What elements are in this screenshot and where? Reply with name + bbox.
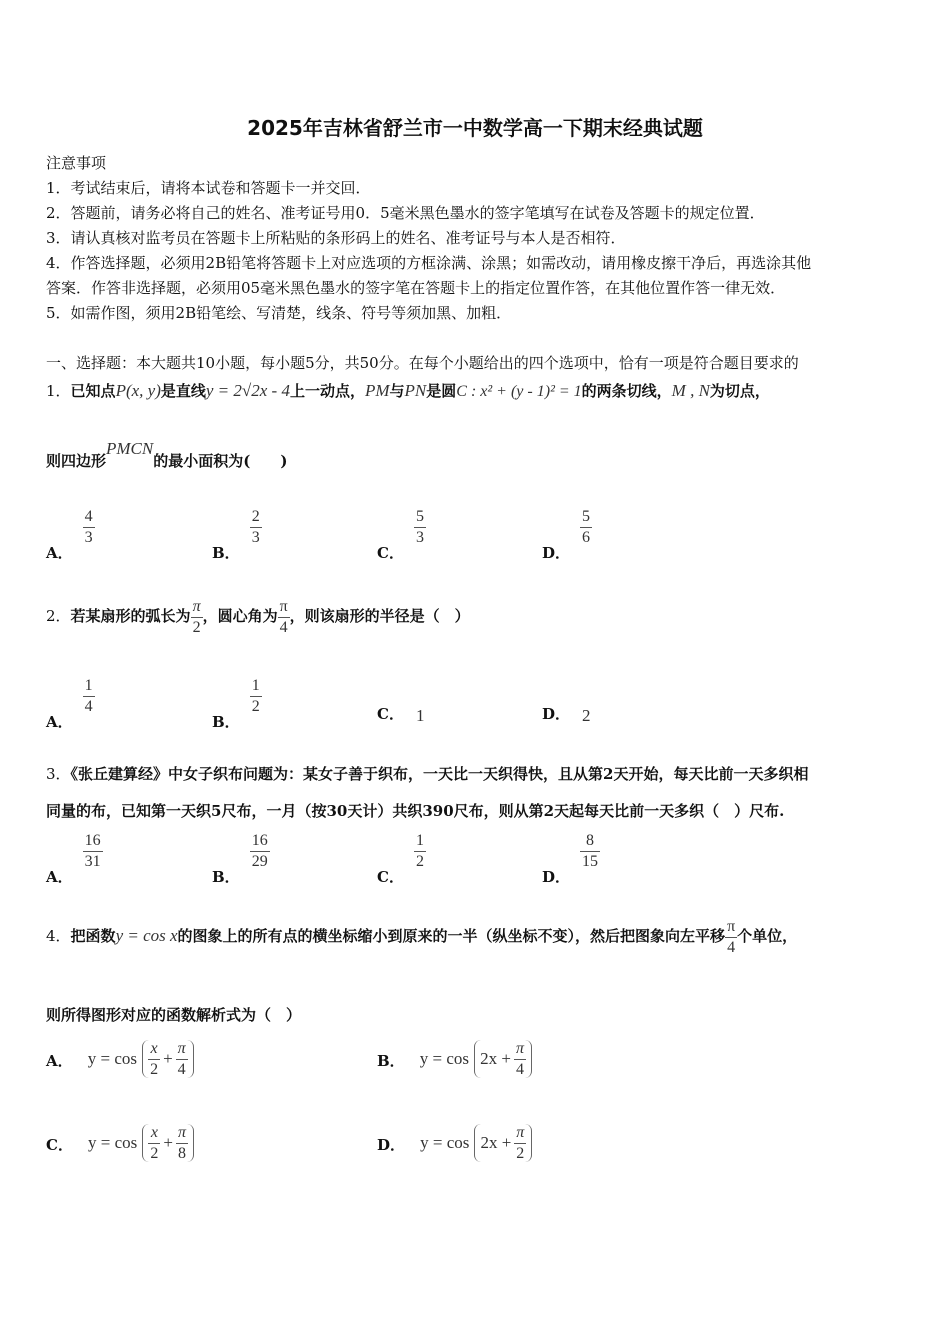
option-label: D． (542, 543, 571, 562)
q1-text: 与 (389, 382, 405, 400)
fraction-bar (83, 851, 103, 852)
q3-option-a[interactable] (46, 832, 103, 886)
note-item: 4．作答选择题，必须用2B铅笔将答题卡上对应选项的方框涂满、涂黑；如需改动，请用橡皮擦干净后，再选涂其他 (46, 254, 812, 272)
fraction-numerator: π (516, 1124, 525, 1141)
fraction-numerator: 1 (415, 832, 424, 849)
question-1-line1 (46, 380, 770, 401)
option-fraction (514, 1040, 526, 1078)
q4-number: 4． (46, 927, 71, 946)
fraction-numerator: π (177, 1124, 186, 1141)
option-label: A． (46, 543, 73, 562)
fraction-bar (580, 527, 592, 528)
q1-text: 的最小面积为( ) (153, 452, 288, 470)
q1-mn: M , N (671, 381, 710, 400)
fraction-bar (191, 617, 203, 618)
option-label: A． (46, 1051, 73, 1070)
fraction-denominator: 4 (279, 618, 288, 636)
fraction-denominator: 8 (177, 1144, 186, 1162)
q4-option-c[interactable] (46, 1124, 194, 1162)
q2-option-c[interactable] (377, 677, 425, 725)
q2-option-d[interactable] (542, 677, 591, 725)
option-fraction (148, 1124, 160, 1162)
q2-option-b[interactable] (212, 677, 262, 731)
q1-option-b[interactable] (212, 508, 262, 562)
q1-number: 1． (46, 382, 71, 400)
option-label: C． (377, 867, 404, 886)
q2-options (46, 677, 906, 731)
option-fraction (250, 677, 262, 715)
q3-options (46, 832, 906, 886)
q3-text: 《张丘建算经》中女子织布问题为：某女子善于织布，一天比一天织得快，且从第2天开始，每天比前一天多织相 (70, 765, 809, 783)
fraction-bar (176, 1059, 188, 1060)
q1-options (46, 508, 906, 562)
fraction-numerator: 4 (84, 508, 93, 525)
q1-text: 为切点， (709, 382, 770, 400)
option-label: B． (212, 543, 240, 562)
note-item: 答案．作答非选择题，必须用05毫米黑色墨水的签字笔在答题卡上的指定位置作答，在其他位置作答一律无效． (46, 279, 786, 297)
fraction-bar (148, 1143, 160, 1144)
q4-shift-fraction (725, 918, 737, 956)
option-operator: + (163, 1048, 173, 1068)
fraction-numerator: π (515, 1040, 524, 1057)
fraction-bar (176, 1143, 188, 1144)
q3-option-b[interactable] (212, 832, 270, 886)
option-fraction (176, 1040, 188, 1078)
option-label: A． (46, 712, 73, 731)
q1-option-c[interactable] (377, 508, 426, 562)
fraction-denominator: 2 (150, 1060, 159, 1078)
fraction-denominator: 4 (515, 1060, 524, 1078)
fraction-denominator: 4 (727, 938, 736, 956)
q4-option-d[interactable] (377, 1124, 532, 1162)
q4-option-a[interactable] (46, 1040, 194, 1078)
fraction-numerator: x (150, 1124, 158, 1141)
q4-option-b[interactable] (377, 1040, 532, 1078)
fraction-numerator: 2 (251, 508, 260, 525)
fraction-numerator: 16 (251, 832, 268, 849)
fraction-denominator: 3 (251, 528, 260, 546)
question-2 (46, 598, 470, 636)
q2-text: ，圆心角为 (202, 607, 278, 626)
fraction-numerator: π (279, 598, 288, 615)
fraction-denominator: 2 (251, 697, 260, 715)
option-fraction (83, 677, 95, 715)
q1-text: 已知点 (70, 382, 116, 400)
option-parenthesis (142, 1040, 194, 1078)
fraction-numerator: x (150, 1040, 158, 1057)
q1-text: 的两条切线， (581, 382, 672, 400)
fraction-bar (278, 617, 290, 618)
option-fraction (250, 832, 270, 870)
option-label: B． (212, 712, 240, 731)
fraction-denominator: 4 (177, 1060, 186, 1078)
fraction-denominator: 29 (251, 852, 268, 870)
fraction-bar (148, 1059, 160, 1060)
q4-text: 的图象上的所有点的横坐标缩小到原来的一半（纵坐标不变），然后把图象向左平移 (177, 927, 726, 946)
q4-function: y = cos x (115, 926, 178, 946)
option-label: C． (377, 543, 404, 562)
note-item: 1．考试结束后，请将本试卷和答题卡一并交回． (46, 179, 371, 197)
fraction-denominator: 15 (582, 852, 599, 870)
question-4-line2: 则所得图形对应的函数解析式为（ ） (46, 1006, 302, 1024)
notes-heading: 注意事项 (46, 154, 107, 172)
q1-line-equation: y = 2√2x - 4 (205, 381, 290, 400)
option-parenthesis (474, 1124, 532, 1162)
fraction-denominator: 2 (415, 852, 424, 870)
fraction-denominator: 31 (84, 852, 101, 870)
option-parenthesis (142, 1124, 194, 1162)
option-fraction (148, 1040, 160, 1078)
fraction-numerator: 5 (582, 508, 591, 525)
fraction-numerator: 8 (586, 832, 595, 849)
option-fraction (83, 508, 95, 546)
option-value: 1 (415, 706, 425, 725)
q1-text: 则四边形 (46, 452, 107, 470)
option-expression: y = cos (420, 1132, 470, 1152)
option-expression: y = cos (419, 1048, 470, 1068)
option-parenthesis (474, 1040, 532, 1078)
option-label: B． (377, 1051, 405, 1070)
q1-option-a[interactable] (46, 508, 95, 562)
fraction-numerator: 1 (251, 677, 260, 694)
fraction-denominator: 2 (192, 618, 201, 636)
fraction-denominator: 3 (415, 528, 424, 546)
section-heading: 一、选择题：本大题共10小题，每小题5分，共50分。在每个小题给出的四个选项中，恰有一项是符合题目要求的 (46, 354, 799, 372)
fraction-denominator: 2 (150, 1144, 159, 1162)
option-inner-expression: 2x + (480, 1048, 511, 1068)
option-inner-expression: 2x + (480, 1132, 512, 1152)
fraction-bar (250, 696, 262, 697)
q1-point: P(x, y) (115, 381, 161, 400)
q2-angle-fraction (278, 598, 290, 636)
option-expression: y = cos (88, 1132, 138, 1152)
q2-arc-fraction (191, 598, 203, 636)
page-title: 2025年吉林省舒兰市一中数学高一下期末经典试题 (247, 116, 703, 140)
fraction-bar (414, 851, 426, 852)
q2-text: 若某扇形的弧长为 (70, 607, 191, 626)
fraction-denominator: 3 (84, 528, 93, 546)
option-label: D． (377, 1135, 406, 1154)
fraction-numerator: π (192, 598, 201, 615)
fraction-bar (580, 851, 600, 852)
fraction-bar (83, 696, 95, 697)
option-expression: y = cos (87, 1048, 137, 1068)
q4-text: 把函数 (70, 927, 116, 946)
fraction-bar (250, 851, 270, 852)
fraction-numerator: π (177, 1040, 186, 1057)
q2-text: ，则该扇形的半径是（ ） (289, 607, 470, 626)
q4-text: 个单位， (737, 927, 798, 946)
option-label: B． (212, 867, 240, 886)
option-operator: + (163, 1132, 173, 1152)
q3-option-d[interactable] (542, 832, 600, 886)
option-fraction (176, 1124, 188, 1162)
fraction-denominator: 4 (84, 697, 93, 715)
q1-option-d[interactable] (542, 508, 592, 562)
note-item: 5．如需作图，须用2B铅笔绘、写清楚，线条、符号等须加黑、加粗． (46, 304, 512, 322)
q3-option-c[interactable] (377, 832, 426, 886)
q3-number: 3． (46, 765, 71, 783)
option-value: 2 (582, 706, 591, 725)
q1-text: 是直线 (160, 382, 206, 400)
fraction-bar (514, 1143, 526, 1144)
q2-number: 2． (46, 607, 71, 626)
note-item: 2．答题前，请务必将自己的姓名、准考证号用0．5毫米黑色墨水的签字笔填写在试卷及答题卡的规定位置． (46, 204, 765, 222)
option-fraction (414, 832, 426, 870)
fraction-bar (250, 527, 262, 528)
fraction-numerator: 1 (84, 677, 93, 694)
fraction-numerator: π (727, 918, 736, 935)
option-fraction (580, 508, 592, 546)
option-label: C． (377, 705, 404, 723)
option-label: A． (46, 867, 73, 886)
option-fraction (514, 1124, 526, 1162)
fraction-numerator: 16 (84, 832, 101, 849)
option-fraction (414, 508, 426, 546)
option-label: D． (542, 705, 571, 723)
fraction-bar (83, 527, 95, 528)
note-item: 3．请认真核对监考员在答题卡上所粘贴的条形码上的姓名、准考证号与本人是否相符． (46, 229, 626, 247)
fraction-bar (514, 1059, 526, 1060)
fraction-bar (725, 937, 737, 938)
question-1-line2 (46, 439, 288, 471)
option-fraction (580, 832, 600, 870)
option-label: D． (542, 867, 571, 886)
option-fraction (250, 508, 262, 546)
fraction-bar (414, 527, 426, 528)
question-3-line1 (46, 763, 809, 784)
q2-option-a[interactable] (46, 677, 95, 731)
option-fraction (83, 832, 103, 870)
q1-circle-equation: C : x² + (y - 1)² = 1 (456, 383, 582, 400)
fraction-numerator: 5 (415, 508, 424, 525)
question-3-line2: 同量的布，已知第一天织5尺布，一月（按30天计）共织390尺布，则从第2天起每天比前一天多织（ ）尺布. (46, 802, 785, 820)
option-label: C． (46, 1135, 73, 1154)
q1-text: 上一动点， (289, 382, 365, 400)
fraction-denominator: 2 (516, 1144, 525, 1162)
q1-text: 是圆 (426, 382, 457, 400)
question-4-line1 (46, 918, 797, 956)
q1-quadrilateral: PMCN (106, 439, 154, 458)
fraction-denominator: 6 (582, 528, 591, 546)
q1-pm: PM (364, 381, 390, 400)
q1-pn: PN (404, 381, 427, 400)
